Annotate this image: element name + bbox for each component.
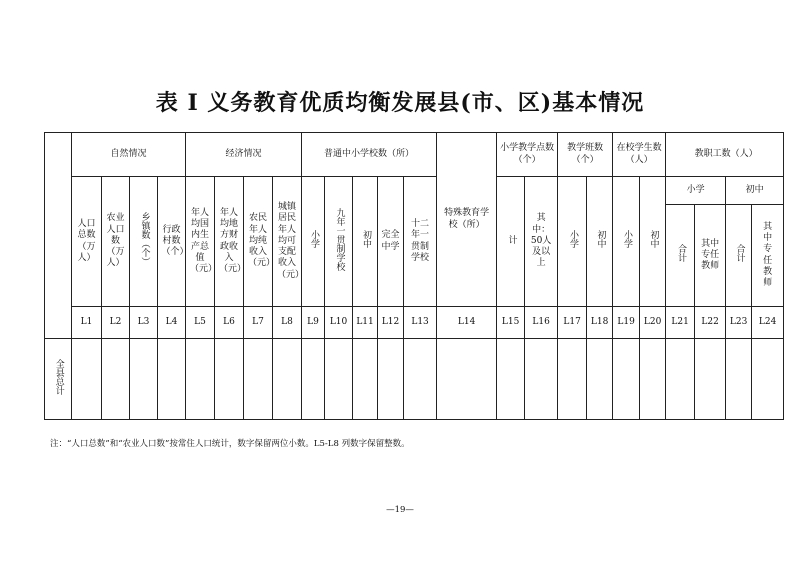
data-cell[interactable] xyxy=(378,339,404,420)
col-L17-header xyxy=(558,177,587,307)
code-L23: L23 xyxy=(726,307,752,339)
code-L19: L19 xyxy=(613,307,640,339)
data-cell[interactable] xyxy=(325,339,353,420)
code-L17: L17 xyxy=(558,307,587,339)
col-L11-header xyxy=(353,177,378,307)
group-students xyxy=(613,133,666,177)
col-L22-text: 其中专任教师 xyxy=(701,238,720,272)
group-schools xyxy=(302,133,437,177)
data-cell[interactable] xyxy=(695,339,726,420)
code-L9: L9 xyxy=(302,307,325,339)
data-cell[interactable] xyxy=(752,339,784,420)
data-cell[interactable] xyxy=(666,339,695,420)
code-L11: L11 xyxy=(353,307,378,339)
col-L2-header xyxy=(102,177,130,307)
code-L14: L14 xyxy=(437,307,497,339)
col-L15-header xyxy=(497,177,525,307)
data-cell[interactable] xyxy=(273,339,302,420)
group-economic: 经济情况 xyxy=(186,133,302,177)
col-L12-text: 完全中学 xyxy=(381,230,400,252)
code-L1: L1 xyxy=(72,307,102,339)
row-header-corner xyxy=(45,133,72,339)
group-schools-text: 普通中小学校数（所） xyxy=(324,148,415,159)
code-L18: L18 xyxy=(587,307,613,339)
data-cell[interactable] xyxy=(244,339,273,420)
col-L6-text: 年人均地方财政收入（元） xyxy=(219,207,247,274)
code-L12: L12 xyxy=(378,307,404,339)
data-cell[interactable] xyxy=(404,339,437,420)
col-L21-text: 合计 xyxy=(676,244,687,263)
code-L13: L13 xyxy=(404,307,437,339)
data-cell[interactable] xyxy=(437,339,497,420)
col-L11-text: 初中 xyxy=(360,230,371,249)
page-title: 表 I 义务教育优质均衡发展县(市、区)基本情况 xyxy=(155,90,645,116)
footnote: 注：“人口总数”和“农业人口数”按常住人口统计，数字保留两位小数。L5-L8 列数字保留整数。 xyxy=(50,439,410,449)
data-cell[interactable] xyxy=(726,339,752,420)
col-L18-text: 初中 xyxy=(595,230,606,249)
basic-info-table xyxy=(44,132,784,420)
group-teaching-points-text: 小学教学点数（个） xyxy=(500,143,555,165)
col-L7-text: 农民年人均纯收入（元） xyxy=(248,213,276,269)
group-staff-junior: 初中 xyxy=(726,177,784,205)
col-L13-text: 十二年一贯制学校 xyxy=(411,219,430,263)
code-L4: L4 xyxy=(158,307,186,339)
col-L14-special xyxy=(437,133,497,307)
col-L24-text: 其中专任教师 xyxy=(763,221,773,288)
col-L23-header xyxy=(726,205,752,307)
col-L20-header xyxy=(640,177,666,307)
code-L16: L16 xyxy=(525,307,558,339)
col-L20-text: 初中 xyxy=(648,230,659,249)
col-L3-header xyxy=(130,177,158,307)
data-cell[interactable] xyxy=(158,339,186,420)
col-L8-text: 城镇居民年人均可支配收入（元） xyxy=(277,202,305,280)
data-cell[interactable] xyxy=(302,339,325,420)
col-L5-header xyxy=(186,177,218,307)
group-staff-text: 教职工数（人） xyxy=(694,148,758,159)
col-L18-header xyxy=(587,177,613,307)
code-L3: L3 xyxy=(130,307,158,339)
group-natural: 自然情况 xyxy=(72,133,186,177)
code-L10: L10 xyxy=(325,307,353,339)
col-L3-text: 乡镇数（个） xyxy=(139,212,150,267)
col-L23-text: 合计 xyxy=(734,244,745,263)
col-L21-header xyxy=(666,205,695,307)
data-cell[interactable] xyxy=(640,339,666,420)
col-L7-header xyxy=(244,177,276,307)
group-staff-primary: 小学 xyxy=(666,177,726,205)
col-L19-text: 小学 xyxy=(622,230,633,249)
col-L24-header xyxy=(752,205,784,307)
code-L22: L22 xyxy=(695,307,726,339)
data-cell[interactable] xyxy=(72,339,102,420)
col-L13-header xyxy=(404,177,437,307)
code-L2: L2 xyxy=(102,307,130,339)
col-L19-header xyxy=(613,177,640,307)
col-L9-header xyxy=(302,177,325,307)
code-L21: L21 xyxy=(666,307,695,339)
col-L10-text: 九年一贯制学校 xyxy=(334,207,345,271)
row-label-county-total xyxy=(45,339,72,420)
data-cell[interactable] xyxy=(130,339,158,420)
col-L15-text: 计 xyxy=(506,234,517,244)
data-cell[interactable] xyxy=(613,339,640,420)
col-L4-header xyxy=(158,177,189,307)
code-L7: L7 xyxy=(244,307,273,339)
col-L6-header xyxy=(215,177,247,307)
code-L24: L24 xyxy=(752,307,784,339)
col-L17-text: 小学 xyxy=(568,230,579,249)
data-cell[interactable] xyxy=(186,339,215,420)
col-L1-header xyxy=(72,177,102,307)
col-L22-header xyxy=(695,205,726,307)
col-L2-text: 农业人口数（万人） xyxy=(106,213,125,269)
data-cell[interactable] xyxy=(558,339,587,420)
col-L16-header xyxy=(525,177,558,307)
col-L5-text: 年人均国内生产总值（元） xyxy=(190,207,218,274)
data-cell[interactable] xyxy=(353,339,378,420)
row-label-text: 全县总计 xyxy=(53,358,64,395)
code-L6: L6 xyxy=(215,307,244,339)
col-L10-header xyxy=(325,177,353,307)
data-cell[interactable] xyxy=(215,339,244,420)
group-staff xyxy=(666,133,784,177)
data-cell[interactable] xyxy=(102,339,130,420)
col-L8-header xyxy=(273,177,305,307)
code-L15: L15 xyxy=(497,307,525,339)
group-teaching-points xyxy=(497,133,558,177)
group-students-text: 在校学生数（人） xyxy=(616,143,662,165)
col-L16-text: 其中：50人及以上 xyxy=(530,213,552,269)
col-L9-text: 小学 xyxy=(308,230,319,249)
col-L1-text: 人口总数（万人） xyxy=(77,219,96,263)
data-cell[interactable] xyxy=(587,339,613,420)
data-cell[interactable] xyxy=(525,339,558,420)
code-L5: L5 xyxy=(186,307,215,339)
code-L8: L8 xyxy=(273,307,302,339)
page-number: —19— xyxy=(386,505,414,515)
group-classes-text: 教学班数（个） xyxy=(567,143,604,165)
table-row xyxy=(45,339,784,420)
code-L20: L20 xyxy=(640,307,666,339)
col-L12-header xyxy=(378,177,404,307)
col-L14-text: 特殊教育学校（所） xyxy=(444,208,490,230)
col-L4-text: 行政村数（个） xyxy=(161,224,189,258)
group-classes xyxy=(558,133,613,177)
data-cell[interactable] xyxy=(497,339,525,420)
